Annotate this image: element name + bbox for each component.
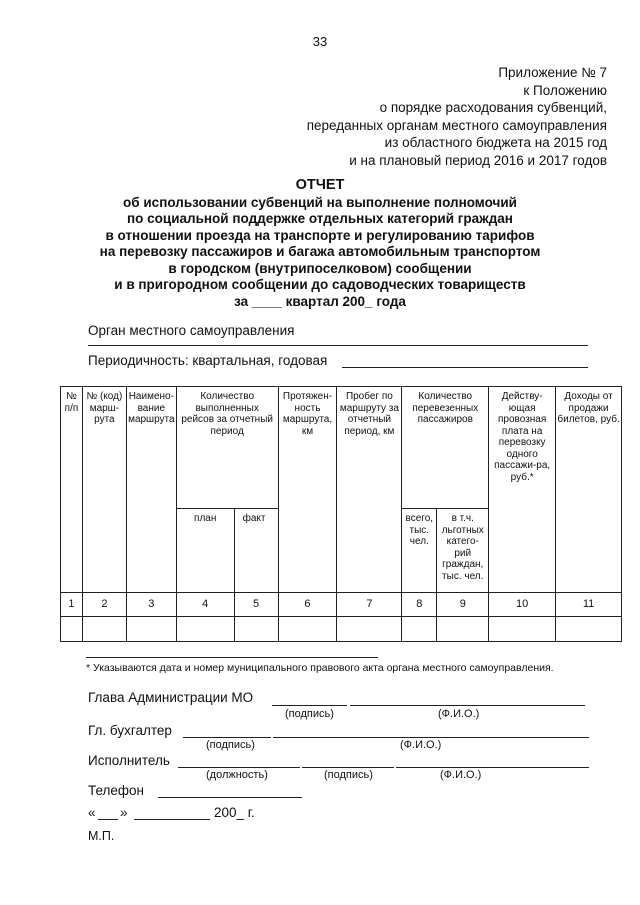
report-heading: ОТЧЕТ (295, 177, 345, 193)
header-col-9: в т.ч. льготных катего-рий граждан, тыс. чел. (437, 509, 489, 593)
periodicity-line[interactable] (342, 367, 588, 368)
head-label: Глава Администрации МО (88, 690, 254, 705)
title-line: за ____ квартал 200_ года (234, 293, 406, 309)
caption-fio: (Ф.И.О.) (438, 708, 480, 720)
col-number: 9 (437, 593, 489, 617)
date-year: 200_ г. (214, 805, 255, 820)
appendix-line: о порядке расходования субвенций, (379, 100, 607, 115)
phone-line[interactable] (158, 797, 302, 798)
executor-label: Исполнитель (88, 753, 170, 768)
accountant-signature-line[interactable] (183, 737, 271, 738)
header-col-1: № п/п (61, 387, 83, 593)
table-cell[interactable] (278, 617, 337, 642)
title-line: и в пригородном сообщении до садоводческих товариществ (114, 277, 526, 292)
caption-signature: (подпись) (324, 769, 373, 781)
appendix-line: к Положению (523, 82, 607, 98)
header-col-11: Доходы от продажи билетов, руб. (556, 387, 622, 593)
table-cell[interactable] (126, 617, 176, 642)
header-col-10: Действу-ющая провозная плата на перевозку одного пассажи-ра, руб.* (489, 387, 556, 593)
organ-line[interactable] (88, 345, 588, 346)
header-col-5: факт (234, 509, 278, 593)
col-number: 2 (82, 593, 126, 617)
report-table (60, 386, 622, 642)
col-number: 6 (278, 593, 337, 617)
header-col-4-5: Количество выполненных рейсов за отчетный период (176, 387, 278, 509)
accountant-label: Гл. бухгалтер (88, 723, 172, 738)
table-cell[interactable] (556, 617, 622, 642)
caption-fio: (Ф.И.О.) (400, 739, 442, 751)
header-col-6: Протяжен-ность маршрута, км (278, 387, 337, 593)
executor-fio-line[interactable] (396, 767, 589, 768)
head-fio-line[interactable] (350, 705, 585, 706)
page-number: 33 (312, 34, 328, 49)
col-number: 8 (402, 593, 437, 617)
caption-position: (должность) (206, 769, 268, 781)
table-cell[interactable] (337, 617, 402, 642)
date-month-line[interactable] (134, 819, 210, 820)
title-line: на перевозку пассажиров и багажа автомобильным транспортом (99, 244, 541, 259)
caption-signature: (подпись) (206, 739, 255, 751)
date-day-line[interactable] (98, 819, 118, 820)
periodicity-label: Периодичность: квартальная, годовая (88, 353, 328, 368)
title-line: об использовании субвенций на выполнение полномочий (123, 194, 517, 210)
header-col-4: план (176, 509, 234, 593)
caption-signature: (подпись) (285, 708, 334, 720)
col-number: 5 (234, 593, 278, 617)
table-cell[interactable] (489, 617, 556, 642)
table-cell[interactable] (176, 617, 234, 642)
head-signature-line[interactable] (272, 705, 347, 706)
appendix-block (307, 64, 607, 169)
table-cell[interactable] (61, 617, 83, 642)
col-number: 3 (126, 593, 176, 617)
phone-label: Телефон (88, 783, 145, 798)
table-cell[interactable] (234, 617, 278, 642)
title-line: в отношении проезда на транспорте и регулированию тарифов (105, 227, 535, 243)
col-number: 10 (489, 593, 556, 617)
header-col-7: Пробег по маршруту за отчетный период, км (337, 387, 402, 593)
header-col-3: Наимено-вание маршрута (126, 387, 176, 593)
executor-position-line[interactable] (178, 767, 300, 768)
appendix-line: и на плановый период 2016 и 2017 годов (349, 152, 607, 168)
appendix-line: из областного бюджета на 2015 год (384, 135, 607, 150)
caption-fio: (Ф.И.О.) (440, 769, 482, 781)
appendix-line: переданных органам местного самоуправления (306, 117, 607, 133)
accountant-fio-line[interactable] (273, 737, 589, 738)
title-line: в городском (внутрипоселковом) сообщении (168, 260, 472, 276)
col-number: 1 (61, 593, 83, 617)
header-col-8-9: Количество перевезенных пассажиров (402, 387, 489, 509)
header-col-2: № (код) марш-рута (82, 387, 126, 593)
executor-signature-line[interactable] (302, 767, 394, 768)
title-line: по социальной поддержке отдельных категорий граждан (127, 211, 513, 226)
table-cell[interactable] (82, 617, 126, 642)
footnote-separator (86, 657, 378, 658)
date-open-quote: « (88, 805, 96, 820)
table-cell[interactable] (402, 617, 437, 642)
col-number: 7 (337, 593, 402, 617)
organ-label: Орган местного самоуправления (88, 323, 295, 338)
date-close-quote: » (120, 805, 128, 820)
footnote: * Указываются дата и номер муниципального правового акта органа местного самоуправления. (86, 662, 554, 674)
col-number: 11 (556, 593, 622, 617)
appendix-line: Приложение № 7 (498, 65, 607, 80)
header-col-8: всего, тыс. чел. (402, 509, 437, 593)
stamp-label: М.П. (88, 829, 115, 843)
col-number: 4 (176, 593, 234, 617)
table-cell[interactable] (437, 617, 489, 642)
table-row (61, 617, 622, 642)
report-title (70, 177, 570, 310)
